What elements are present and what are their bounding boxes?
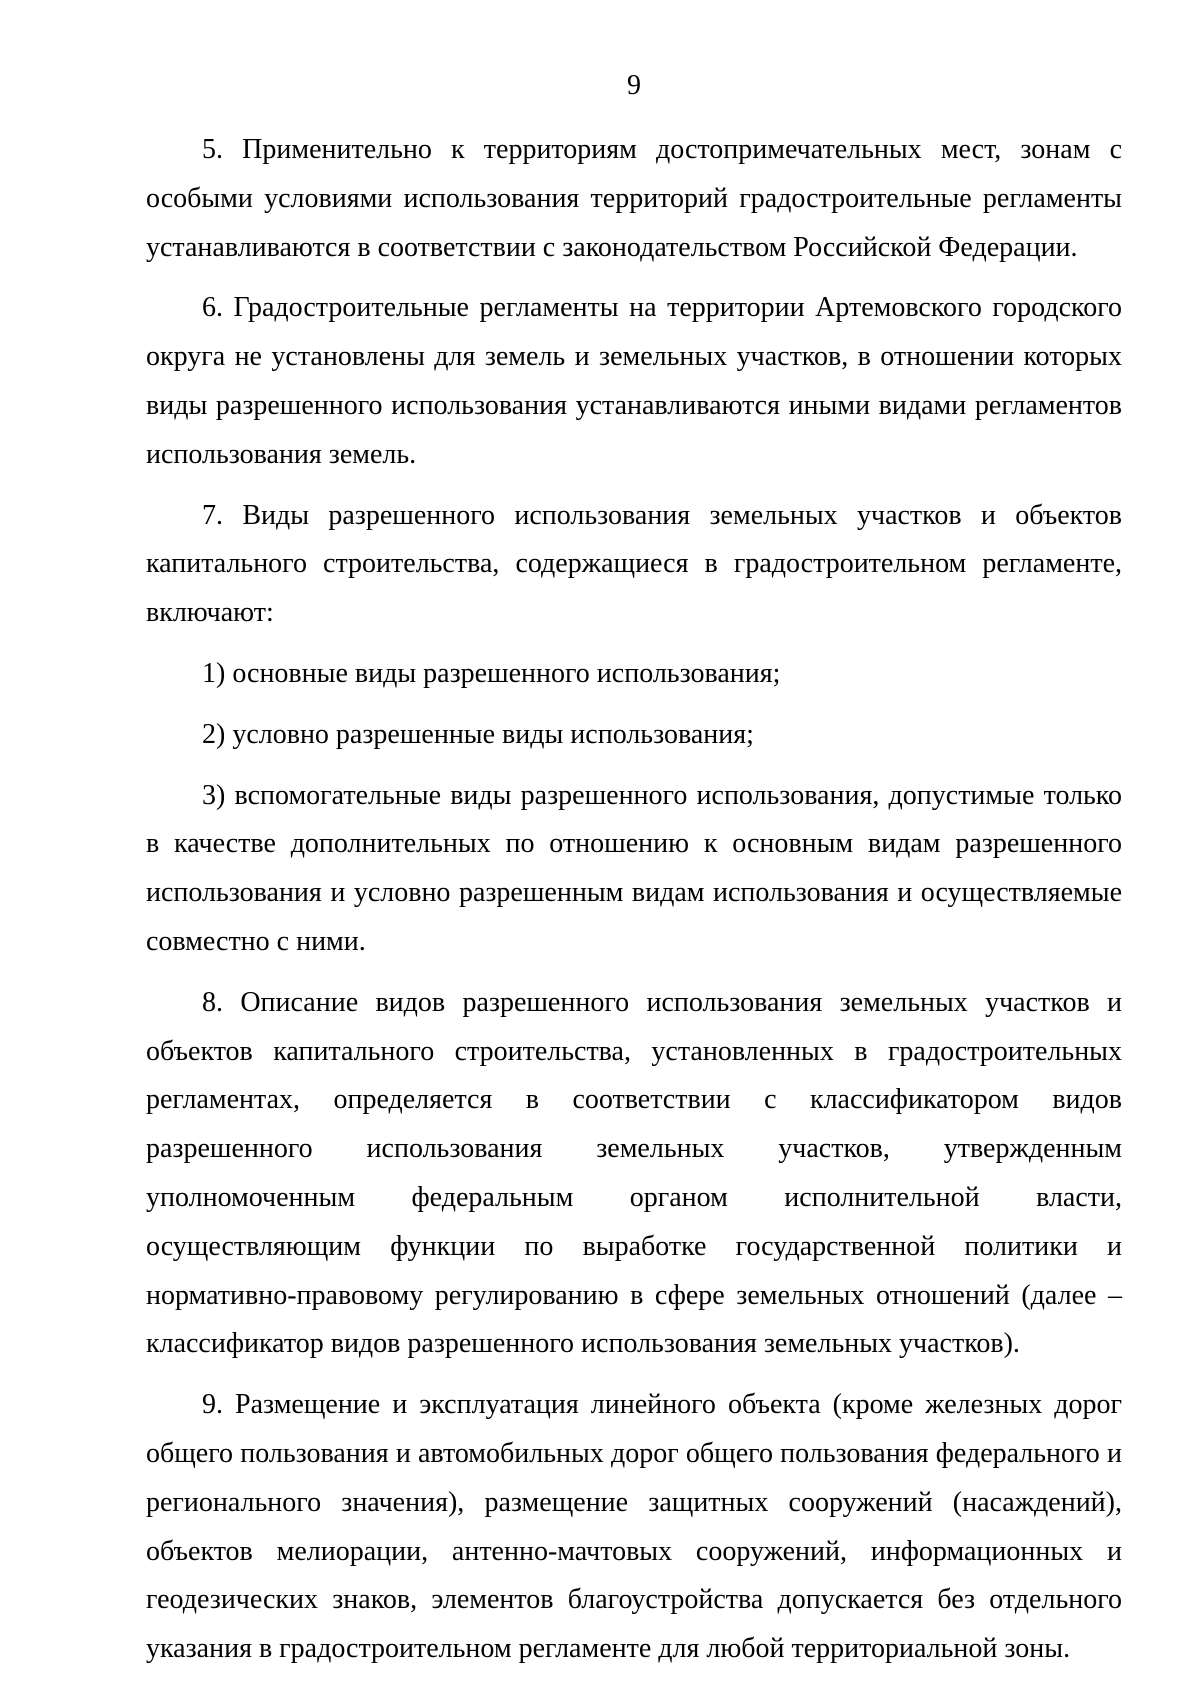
list-item-1: 1) основные виды разрешенного использования; (202, 657, 781, 689)
paragraph-9: 9. Размещение и эксплуатация линейного объекта (кроме железных дорог общего пользования и автомобильных дорог общего пользования федерального и регионального значения), размещение защитных сооружений (насаждений), объектов мелиорации, антенно-мачтовых сооружений, информационных и геодезических знаков, элементов благоустройства допускается без отдельного указания в градостроительном регламенте для любой территориальной зоны. (146, 1389, 1122, 1665)
list-item-2: 2) условно разрешенные виды использования; (202, 718, 754, 750)
page-number: 9 (627, 70, 641, 101)
list-item-3: 3) вспомогательные виды разрешенного использования, допустимые только в качестве дополнительных по отношению к основным видам разрешенного использования и условно разрешенным видам использования и осуществляемые совместно с ними. (146, 779, 1122, 957)
paragraph-7: 7. Виды разрешенного использования земельных участков и объектов капитального строительства, содержащиеся в градостроительном регламенте, включают: (146, 499, 1122, 629)
paragraph-6: 6. Градостроительные регламенты на территории Артемовского городского округа не установлены для земель и земельных участков, в отношении которых виды разрешенного использования устанавливаются иными видами регламентов использования земель. (146, 292, 1122, 470)
paragraph-8: 8. Описание видов разрешенного использования земельных участков и объектов капитального строительства, установленных в градостроительных регламентах, определяется в соответствии с классификатором видов разрешенного использования земельных участков, утвержденным уполномоченным федеральным органом исполнительной власти, осуществляющим функции по выработке государственной политики и нормативно-правовому регулированию в сфере земельных отношений (далее – классификатор видов разрешенного использования земельных участков). (146, 986, 1122, 1360)
paragraph-5: 5. Применительно к территориям достопримечательных мест, зонам с особыми условиями использования территорий градостроительные регламенты устанавливаются в соответствии с законодательством Российской Федерации. (146, 134, 1122, 263)
